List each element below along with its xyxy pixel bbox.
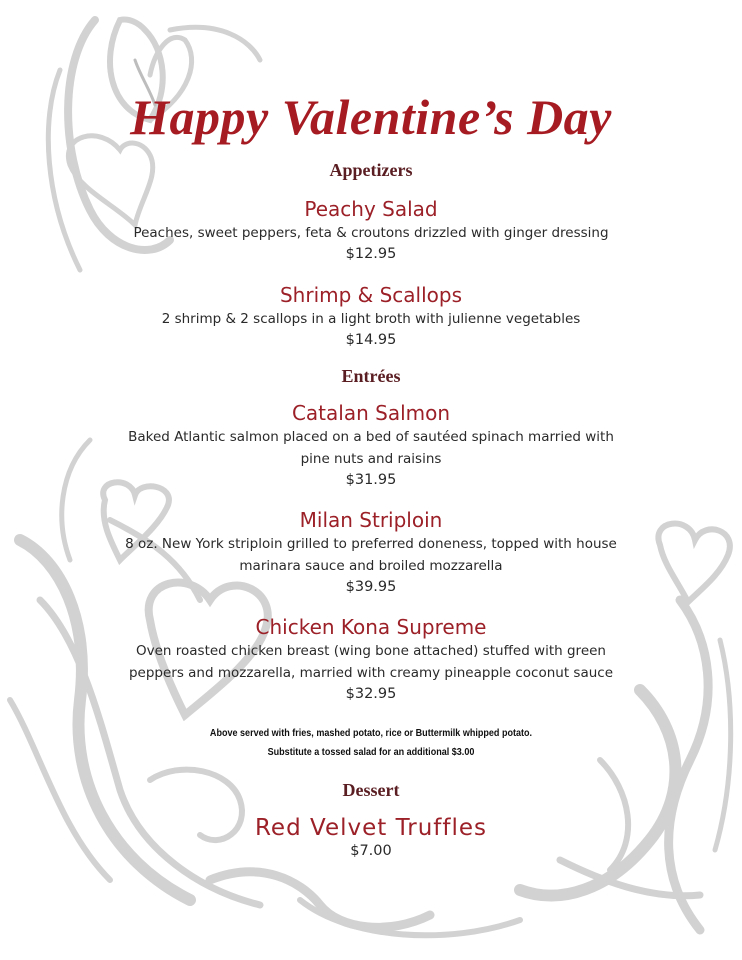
menu-title: Happy Valentine’s Day	[130, 89, 612, 145]
item-name: Chicken Kona Supreme	[255, 615, 487, 639]
section-heading-appetizers: Appetizers	[329, 160, 413, 180]
item-price: $14.95	[345, 332, 397, 348]
item-description-line: peppers and mozzarella, married with creamy pineapple coconut sauce	[128, 665, 614, 681]
sides-note	[52, 724, 690, 762]
item-description-line: Baked Atlantic salmon placed on a bed of sautéed spinach married with	[128, 429, 614, 445]
item-description	[0, 426, 742, 470]
item-description-line: marinara sauce and broiled mozzarella	[239, 558, 503, 574]
menu-item-chicken-kona-supreme	[0, 614, 742, 704]
menu-item-milan-striploin	[0, 507, 742, 597]
item-price: $12.95	[345, 246, 397, 262]
item-price: $32.95	[345, 686, 397, 702]
item-description-line: pine nuts and raisins	[300, 451, 442, 467]
sides-note-line: Above served with fries, mashed potato, rice or Buttermilk whipped potato.	[209, 727, 533, 739]
item-price: $31.95	[345, 472, 397, 488]
item-description: Peaches, sweet peppers, feta & croutons drizzled with ginger dressing	[133, 225, 609, 241]
menu-item-catalan-salmon	[0, 400, 742, 490]
item-description: 2 shrimp & 2 scallops in a light broth with julienne vegetables	[161, 311, 581, 327]
menu-item-shrimp-scallops	[0, 282, 742, 350]
item-name: Shrimp & Scallops	[279, 283, 463, 307]
item-name: Red Velvet Truffles	[254, 815, 487, 841]
sides-note-line: Substitute a tossed salad for an additional $3.00	[267, 746, 475, 758]
menu-item-peachy-salad	[0, 196, 742, 264]
section-heading-dessert: Dessert	[342, 780, 400, 800]
item-description-line: Oven roasted chicken breast (wing bone attached) stuffed with green	[136, 643, 606, 659]
item-name: Catalan Salmon	[291, 401, 451, 425]
section-heading-entrees: Entrées	[341, 366, 401, 386]
item-description-line: 8 oz. New York striploin grilled to preferred doneness, topped with house	[125, 536, 617, 552]
item-price: $7.00	[350, 843, 392, 859]
item-description	[0, 533, 742, 577]
item-name: Peachy Salad	[304, 197, 438, 221]
item-price: $39.95	[345, 579, 397, 595]
item-name: Milan Striploin	[299, 508, 443, 532]
item-description	[0, 640, 742, 684]
menu-item-red-velvet-truffles	[0, 815, 742, 861]
